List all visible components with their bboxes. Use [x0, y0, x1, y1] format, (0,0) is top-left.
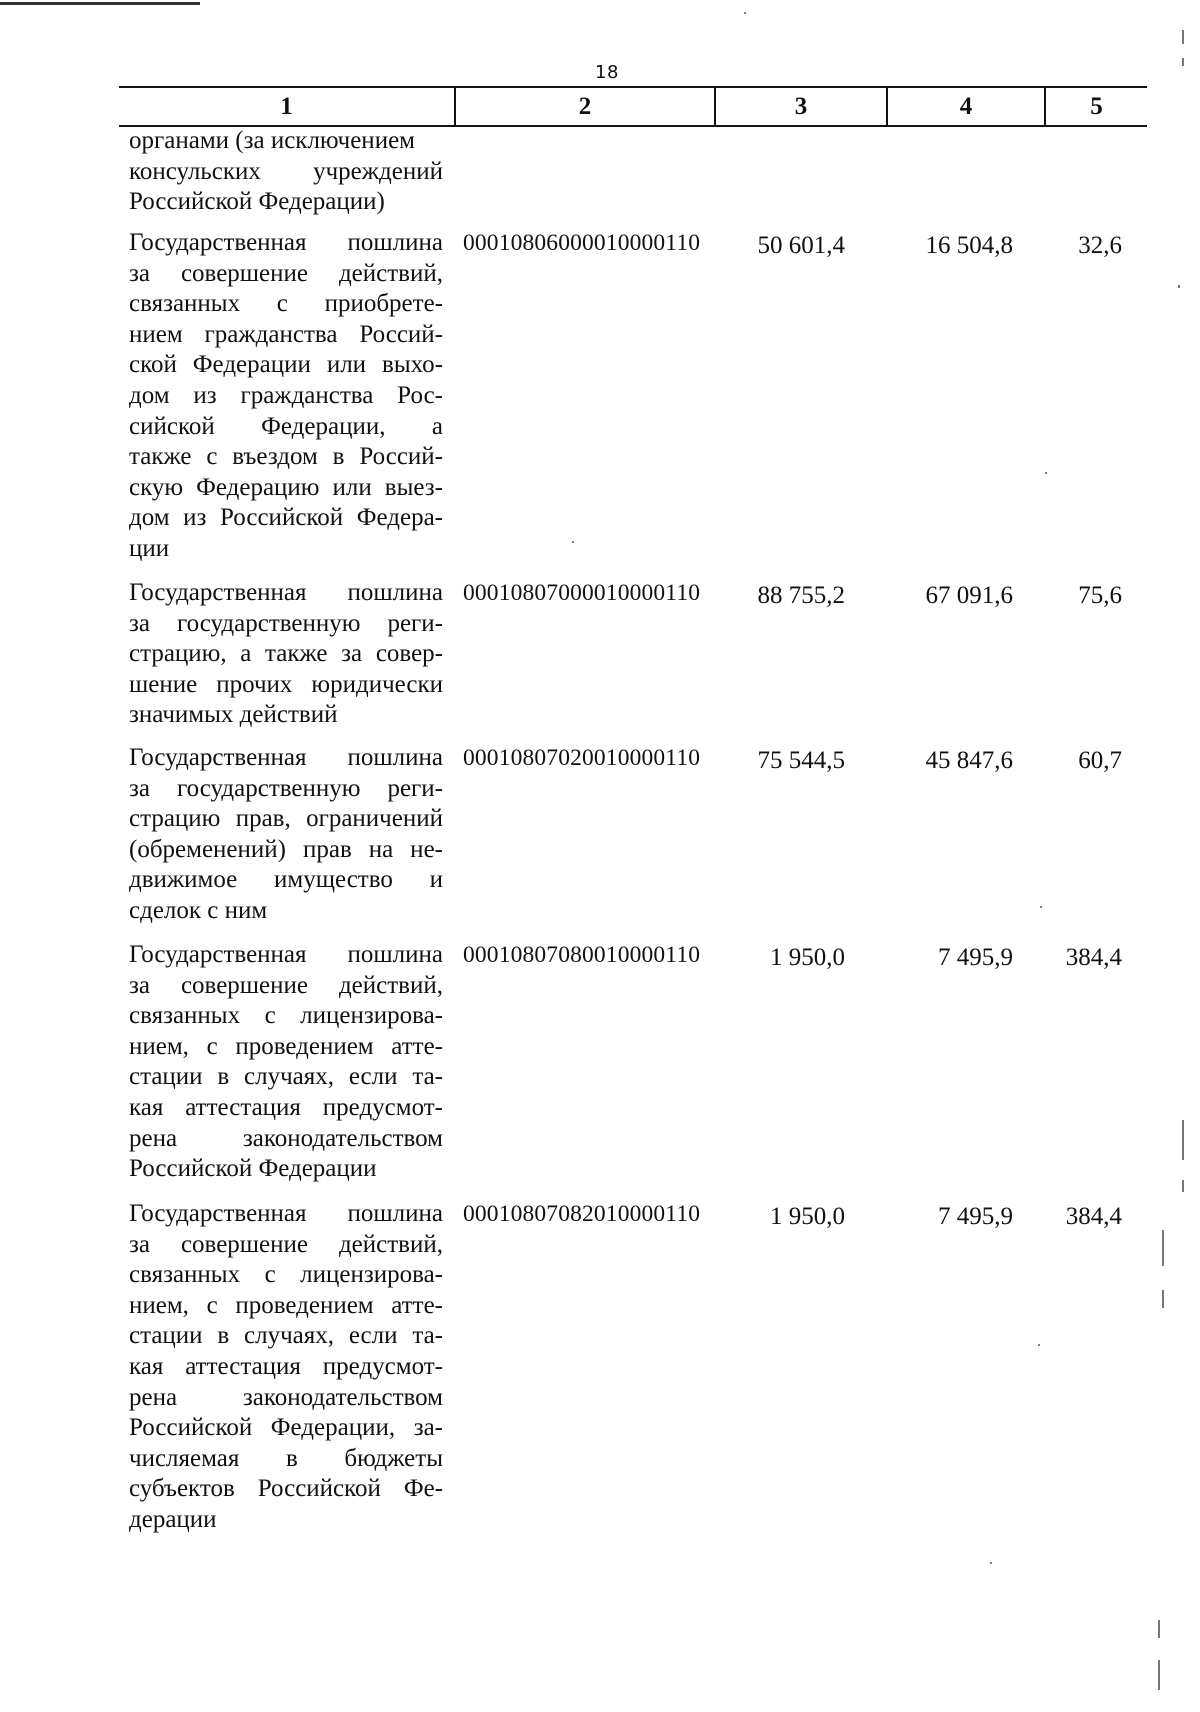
value-column-3: 1 950,0 — [770, 944, 845, 971]
column-header-2: 2 — [578, 93, 592, 120]
value-column-5: 60,7 — [1078, 747, 1122, 774]
scan-speck — [1162, 1230, 1164, 1266]
description-line: Государственная пошлина — [129, 941, 443, 968]
description-line: Российской Федерации, за- — [129, 1414, 443, 1442]
description-line: связанных с лицензирова- — [129, 1002, 443, 1030]
scan-speck — [1158, 1620, 1160, 1638]
description-line: дом из гражданства Рос- — [129, 381, 443, 409]
description-line: кая аттестация предусмот- — [129, 1352, 443, 1380]
description-line: значимых действий — [129, 701, 338, 729]
value-column-3: 88 755,2 — [757, 582, 845, 609]
description-line: за государственную реги- — [129, 774, 443, 802]
description-line: Государственная пошлина — [129, 1200, 443, 1227]
row-description — [129, 228, 443, 565]
column-header-4: 4 — [959, 93, 973, 120]
description-line: ции — [129, 534, 170, 562]
description-line: за совершение действий, — [129, 259, 443, 287]
description-line: Государственная пошлина — [129, 579, 443, 606]
description-line: Государственная пошлина — [129, 744, 443, 771]
column-header-5: 5 — [1090, 93, 1103, 120]
budget-classification-code: 00010806000010000110 — [463, 230, 701, 256]
scan-speck — [1182, 30, 1184, 44]
value-column-3: 1 950,0 — [770, 1203, 845, 1230]
scan-speck — [1182, 1120, 1184, 1160]
value-column-4: 7 495,9 — [938, 944, 1013, 971]
description-line: страцию прав, ограничений — [129, 805, 443, 833]
description-line: стации в случаях, если та- — [129, 1063, 443, 1091]
scan-speck — [1182, 1180, 1184, 1192]
row-description — [129, 940, 443, 1185]
description-line: связанных с приобрете- — [129, 290, 443, 318]
description-line: нием, с проведением атте- — [129, 1291, 443, 1319]
description-line: дом из Российской Федера- — [129, 504, 443, 532]
description-line: движимое имущество и — [129, 866, 443, 894]
value-column-5: 384,4 — [1065, 944, 1122, 971]
column-header-1: 1 — [280, 93, 293, 120]
description-line: страцию, а также за совер- — [129, 640, 443, 668]
description-line: консульских учреждений — [129, 157, 443, 185]
description-line: сделок с ним — [129, 896, 268, 924]
description-line: за государственную реги- — [129, 609, 443, 637]
value-column-4: 16 504,8 — [925, 232, 1013, 259]
value-column-3: 50 601,4 — [757, 232, 845, 259]
column-header-3: 3 — [794, 93, 808, 120]
description-line: кая аттестация предусмот- — [129, 1093, 443, 1121]
scan-speck — [1038, 1344, 1040, 1346]
value-column-3: 75 544,5 — [757, 747, 845, 774]
value-column-5: 32,6 — [1078, 232, 1122, 259]
budget-classification-code: 00010807080010000110 — [463, 942, 701, 968]
description-line: (обременений) прав на не- — [129, 835, 443, 863]
page-number: 18 — [595, 62, 619, 83]
scan-speck — [1178, 285, 1180, 288]
budget-classification-code: 00010807082010000110 — [463, 1201, 701, 1227]
value-column-4: 7 495,9 — [938, 1203, 1013, 1230]
value-column-5: 384,4 — [1065, 1203, 1122, 1230]
description-line: за совершение действий, — [129, 971, 443, 999]
scan-speck — [990, 1562, 992, 1564]
row-description — [129, 126, 443, 218]
scan-edge-mark — [0, 2, 200, 5]
description-line: скую Федерацию или выез- — [129, 473, 443, 501]
scan-speck — [1162, 1290, 1164, 1308]
description-line: за совершение действий, — [129, 1230, 443, 1258]
description-line: субъектов Российской Фе- — [129, 1475, 443, 1503]
description-line: нием гражданства Россий- — [129, 320, 443, 348]
description-line: также с въездом в Россий- — [129, 443, 443, 471]
scan-speck — [1045, 472, 1047, 474]
description-line: Российской Федерации — [129, 1155, 377, 1183]
scan-speck — [572, 541, 574, 543]
scan-speck — [1040, 906, 1042, 908]
budget-classification-code: 00010807000010000110 — [463, 580, 701, 606]
description-line: нием, с проведением атте- — [129, 1032, 443, 1060]
description-line: стации в случаях, если та- — [129, 1322, 443, 1350]
scan-speck — [1182, 58, 1184, 66]
row-description — [129, 743, 443, 927]
description-line: органами (за исключением — [129, 127, 415, 154]
row-description — [129, 578, 443, 731]
description-line: числяемая в бюджеты — [129, 1444, 443, 1472]
row-description — [129, 1199, 443, 1536]
budget-classification-code: 00010807020010000110 — [463, 745, 701, 771]
description-line: рена законодательством — [129, 1383, 443, 1411]
table-header — [119, 86, 1147, 127]
scan-speck — [744, 12, 746, 14]
value-column-5: 75,6 — [1078, 582, 1122, 609]
value-column-4: 67 091,6 — [925, 582, 1013, 609]
description-line: ской Федерации или выхо- — [129, 351, 443, 379]
description-line: Государственная пошлина — [129, 229, 443, 256]
description-line: сийской Федерации, а — [129, 412, 443, 440]
description-line: Российской Федерации) — [129, 188, 385, 216]
description-line: дерации — [129, 1505, 217, 1533]
scan-speck — [1158, 1660, 1160, 1690]
value-column-4: 45 847,6 — [925, 747, 1013, 774]
description-line: шение прочих юридически — [129, 670, 443, 698]
description-line: связанных с лицензирова- — [129, 1261, 443, 1289]
description-line: рена законодательством — [129, 1124, 443, 1152]
